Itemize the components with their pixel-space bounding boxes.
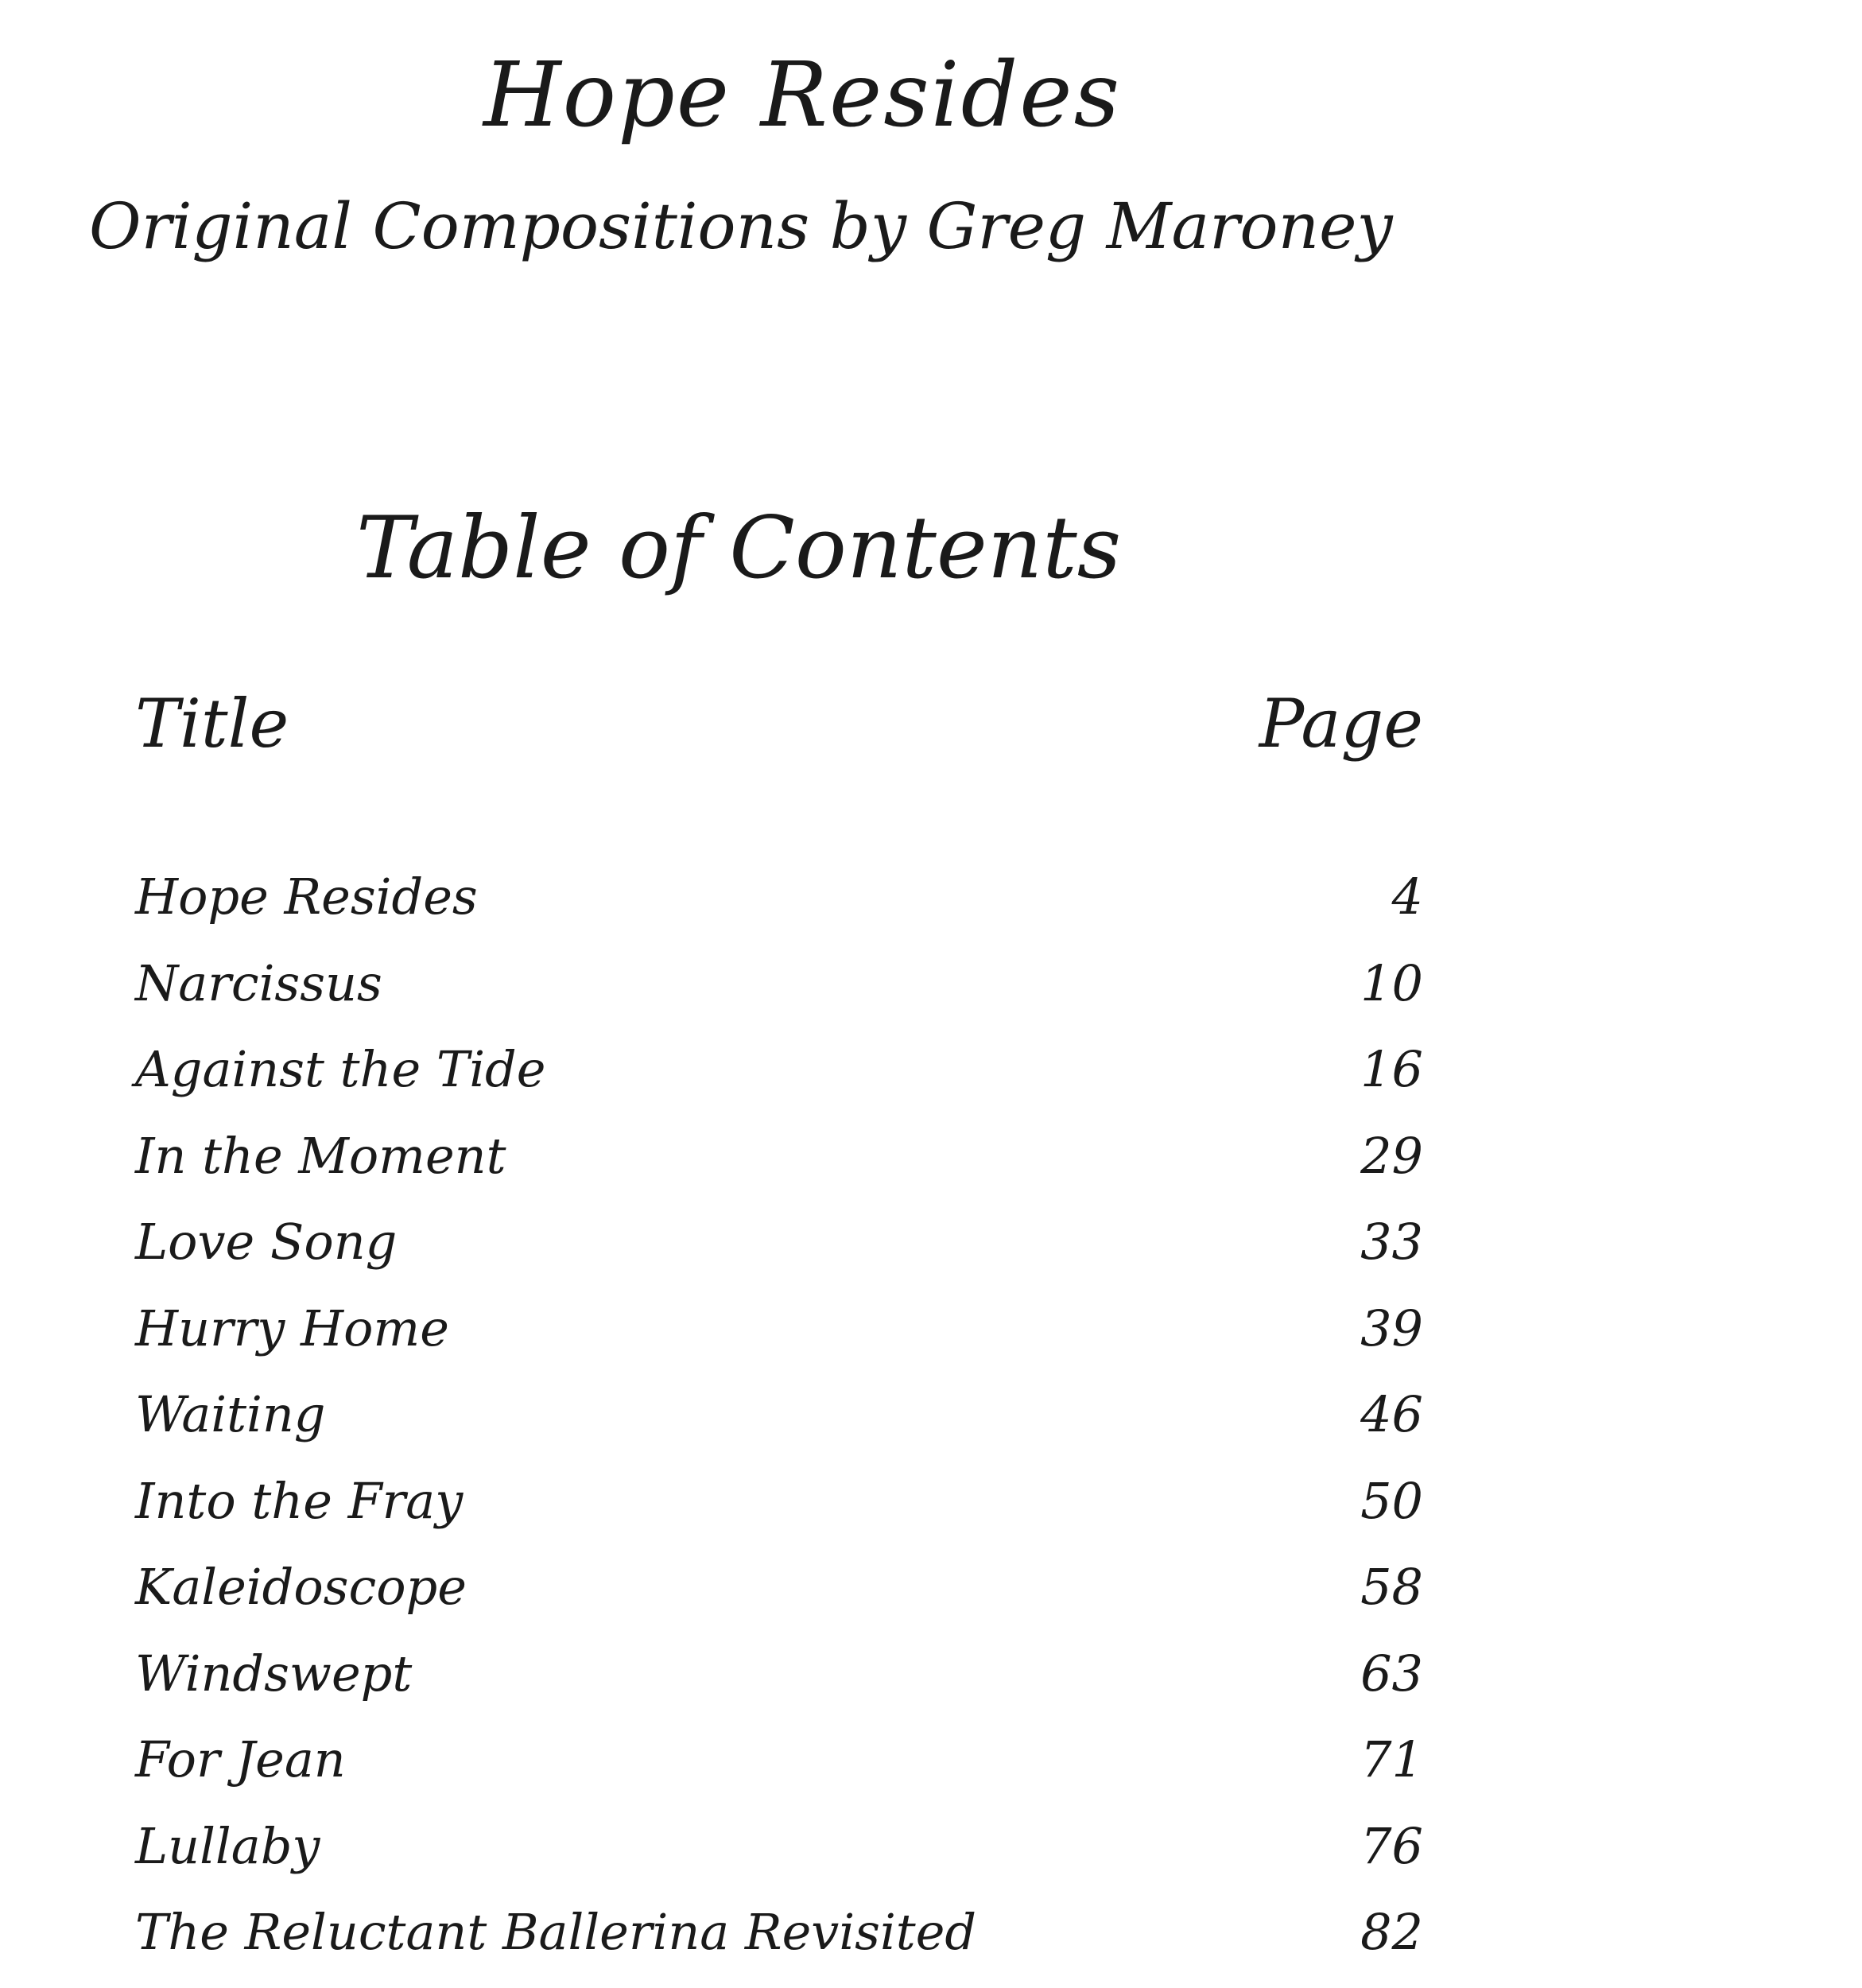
toc-entry bbox=[135, 1889, 1423, 1976]
toc-entry bbox=[135, 1544, 1423, 1631]
toc-entry-page: 4 bbox=[1391, 868, 1423, 926]
toc-heading: Table of Contents bbox=[356, 499, 1122, 598]
column-header-page: Page bbox=[1259, 685, 1423, 763]
toc-entry bbox=[135, 1199, 1423, 1286]
toc-entry-page: 46 bbox=[1360, 1385, 1423, 1443]
toc-entry-title: Windswept bbox=[135, 1644, 413, 1703]
toc-entry bbox=[135, 1372, 1423, 1458]
toc-entry bbox=[135, 941, 1423, 1027]
toc-entry-title: In the Moment bbox=[135, 1126, 506, 1185]
toc-entry-page: 39 bbox=[1360, 1299, 1423, 1357]
toc-entry-page: 16 bbox=[1360, 1040, 1423, 1098]
toc-entry-page: 76 bbox=[1360, 1816, 1423, 1875]
toc-entry-title: Love Song bbox=[135, 1213, 398, 1271]
toc-entry bbox=[135, 1631, 1423, 1718]
toc-entry-title: Into the Fray bbox=[135, 1471, 464, 1530]
toc-entry bbox=[135, 1027, 1423, 1113]
toc-entry bbox=[135, 1286, 1423, 1373]
toc-entry-title: Waiting bbox=[135, 1385, 326, 1443]
toc-entry-page: 33 bbox=[1360, 1213, 1423, 1271]
toc-entry bbox=[135, 1458, 1423, 1545]
toc-entry-title: Narcissus bbox=[135, 953, 382, 1012]
toc-list bbox=[135, 854, 1423, 1976]
toc-entry-page: 50 bbox=[1360, 1471, 1423, 1530]
toc-entry-title: The Reluctant Ballerina Revisited bbox=[135, 1903, 977, 1961]
toc-entry bbox=[135, 1113, 1423, 1200]
book-title: Hope Resides bbox=[483, 44, 1122, 147]
column-header-title: Title bbox=[135, 685, 289, 763]
toc-entry-page: 58 bbox=[1360, 1558, 1423, 1616]
toc-entry-title: Against the Tide bbox=[135, 1040, 546, 1098]
toc-entry bbox=[135, 1717, 1423, 1804]
toc-entry bbox=[135, 1804, 1423, 1890]
toc-entry-page: 71 bbox=[1360, 1730, 1423, 1788]
book-subtitle: Original Compositions by Greg Maroney bbox=[89, 189, 1393, 263]
toc-entry-page: 10 bbox=[1360, 953, 1423, 1012]
toc-entry-title: Lullaby bbox=[135, 1816, 320, 1875]
toc-entry bbox=[135, 854, 1423, 941]
toc-entry-page: 29 bbox=[1360, 1126, 1423, 1185]
toc-entry-title: Kaleidoscope bbox=[135, 1558, 467, 1616]
toc-entry-title: Hurry Home bbox=[135, 1299, 449, 1357]
toc-entry-title: For Jean bbox=[135, 1730, 346, 1788]
toc-entry-page: 63 bbox=[1360, 1644, 1423, 1703]
toc-entry-title: Hope Resides bbox=[135, 868, 478, 926]
toc-entry-page: 82 bbox=[1360, 1903, 1423, 1961]
